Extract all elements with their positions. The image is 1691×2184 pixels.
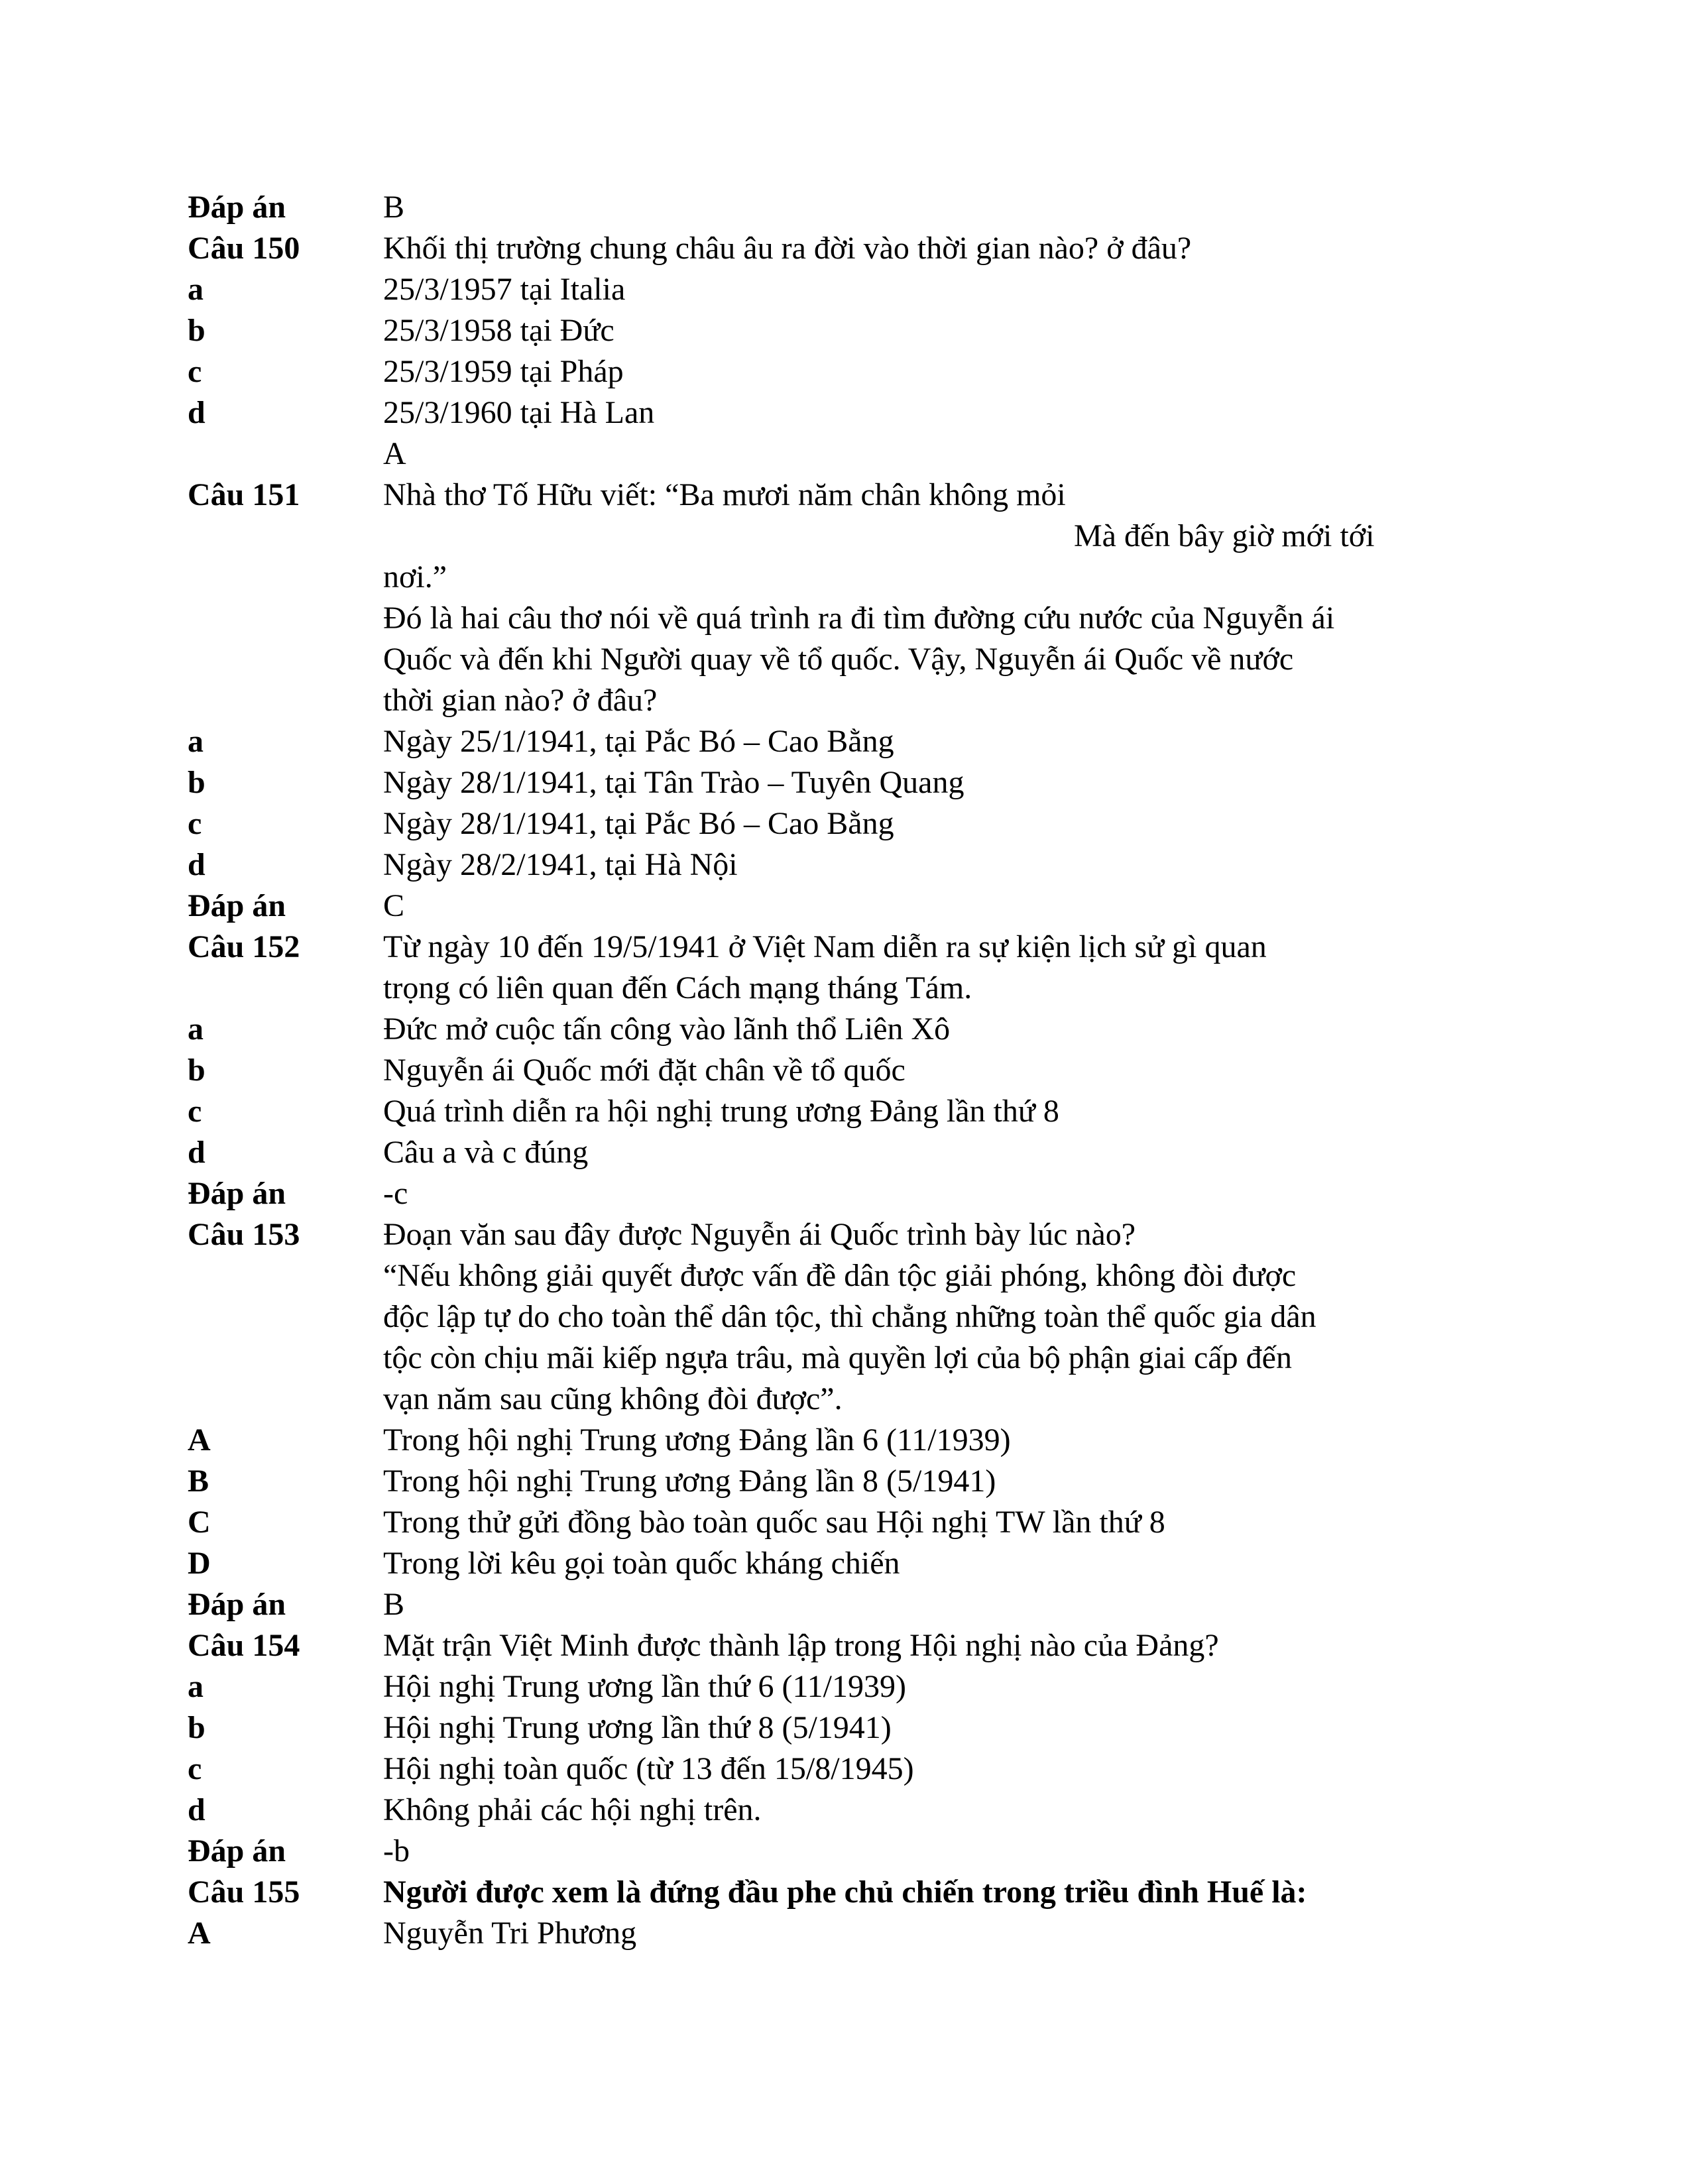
option-row	[0, 1091, 1691, 1132]
row-label: c	[188, 806, 202, 841]
row-text: Trong thử gửi đồng bào toàn quốc sau Hội nghị TW lần thứ 8	[383, 1505, 1165, 1540]
row-label: c	[188, 1751, 202, 1786]
option-row	[0, 1707, 1691, 1749]
row-label: Đáp án	[188, 1833, 286, 1868]
row-text: trọng có liên quan đến Cách mạng tháng Tám.	[383, 970, 972, 1006]
question-row	[0, 228, 1691, 269]
row-text: Từ ngày 10 đến 19/5/1941 ở Việt Nam diễn ra sự kiện lịch sử gì quan	[383, 929, 1267, 964]
verse-row	[0, 516, 1691, 557]
row-text: Ngày 25/1/1941, tại Pắc Bó – Cao Bằng	[383, 724, 894, 759]
row-text: C	[383, 888, 405, 923]
option-row	[0, 351, 1691, 392]
option-row	[0, 1913, 1691, 1954]
row-text: nơi.”	[383, 559, 447, 595]
row-label: c	[188, 1094, 202, 1129]
option-row	[0, 1749, 1691, 1790]
row-label: c	[188, 354, 202, 389]
answer-row	[0, 1173, 1691, 1214]
option-row	[0, 392, 1691, 433]
row-text: Trong hội nghị Trung ương Đảng lần 8 (5/1941)	[383, 1464, 996, 1499]
answer-row	[0, 886, 1691, 927]
row-text: Trong hội nghị Trung ương Đảng lần 6 (11/1939)	[383, 1422, 1011, 1458]
row-label: Đáp án	[188, 1587, 286, 1622]
row-text: Quốc và đến khi Người quay về tổ quốc. Vậy, Nguyễn ái Quốc về nước	[383, 642, 1294, 677]
row-text: tộc còn chịu mãi kiếp ngựa trâu, mà quyền lợi của bộ phận giai cấp đến	[383, 1340, 1292, 1375]
row-text: Ngày 28/1/1941, tại Tân Trào – Tuyên Quang	[383, 765, 964, 800]
question-line	[0, 557, 1691, 598]
question-row	[0, 1214, 1691, 1255]
row-label: a	[188, 724, 204, 759]
question-line	[0, 1379, 1691, 1420]
row-text: Khối thị trường chung châu âu ra đời vào thời gian nào? ở đâu?	[383, 231, 1192, 266]
option-row	[0, 803, 1691, 844]
option-row	[0, 1050, 1691, 1091]
row-text: Đức mở cuộc tấn công vào lãnh thổ Liên Xô	[383, 1011, 951, 1047]
answer-row	[0, 1831, 1691, 1872]
option-row	[0, 310, 1691, 351]
row-text: Câu a và c đúng	[383, 1135, 589, 1170]
row-label: B	[188, 1464, 209, 1499]
row-text: Quá trình diễn ra hội nghị trung ương Đảng lần thứ 8	[383, 1094, 1059, 1129]
row-text: Hội nghị Trung ương lần thứ 8 (5/1941)	[383, 1710, 892, 1745]
answer-row	[0, 433, 1691, 475]
row-text: Nguyễn ái Quốc mới đặt chân về tổ quốc	[383, 1053, 905, 1088]
question-line	[0, 1296, 1691, 1338]
row-label: d	[188, 395, 205, 430]
answer-row	[0, 1584, 1691, 1625]
row-text: Hội nghị Trung ương lần thứ 6 (11/1939)	[383, 1669, 906, 1704]
row-label: Đáp án	[188, 190, 286, 225]
row-text: Ngày 28/2/1941, tại Hà Nội	[383, 847, 738, 882]
row-text: độc lập tự do cho toàn thể dân tộc, thì chẳng những toàn thể quốc gia dân	[383, 1299, 1316, 1334]
option-row	[0, 269, 1691, 310]
question-line	[0, 1338, 1691, 1379]
row-text: A	[383, 436, 406, 471]
row-text: Mặt trận Việt Minh được thành lập trong Hội nghị nào của Đảng?	[383, 1628, 1219, 1663]
row-text: -c	[383, 1176, 408, 1211]
question-row	[0, 1625, 1691, 1666]
row-text: thời gian nào? ở đâu?	[383, 683, 658, 718]
row-label: b	[188, 765, 205, 800]
row-label: Câu 155	[188, 1874, 300, 1910]
option-row	[0, 1009, 1691, 1050]
row-text: “Nếu không giải quyết được vấn đề dân tộc giải phóng, không đòi được	[383, 1258, 1297, 1293]
row-label: Câu 154	[188, 1628, 300, 1663]
question-row	[0, 475, 1691, 516]
option-row	[0, 721, 1691, 762]
option-row	[0, 762, 1691, 803]
row-label: d	[188, 1792, 205, 1827]
row-label: d	[188, 1135, 205, 1170]
row-label: A	[188, 1422, 211, 1458]
row-text: -b	[383, 1833, 410, 1868]
row-label: a	[188, 1011, 204, 1047]
row-text: B	[383, 1587, 405, 1622]
row-label: Câu 153	[188, 1217, 300, 1252]
row-text: Đó là hai câu thơ nói về quá trình ra đi tìm đường cứu nước của Nguyễn ái	[383, 601, 1335, 636]
row-label: a	[188, 272, 204, 307]
row-label: D	[188, 1546, 211, 1581]
row-label: b	[188, 1710, 205, 1745]
row-label: C	[188, 1505, 211, 1540]
row-text: Nguyễn Tri Phương	[383, 1916, 637, 1951]
question-row	[0, 927, 1691, 968]
row-label: Câu 152	[188, 929, 300, 964]
option-row	[0, 1132, 1691, 1173]
row-label: A	[188, 1916, 211, 1951]
row-text: 25/3/1957 tại Italia	[383, 272, 626, 307]
option-row	[0, 1502, 1691, 1543]
row-label: d	[188, 847, 205, 882]
row-text: Người được xem là đứng đầu phe chủ chiến trong triều đình Huế là:	[383, 1874, 1307, 1910]
row-text: Nhà thơ Tố Hữu viết: “Ba mươi năm chân không mỏi	[383, 477, 1066, 512]
row-label: Câu 150	[188, 231, 300, 266]
option-row	[0, 1461, 1691, 1502]
question-line	[0, 598, 1691, 639]
row-text: Trong lời kêu gọi toàn quốc kháng chiến	[383, 1546, 900, 1581]
row-text: Ngày 28/1/1941, tại Pắc Bó – Cao Bằng	[383, 806, 894, 841]
option-row	[0, 1666, 1691, 1707]
row-text: 25/3/1958 tại Đức	[383, 313, 614, 348]
row-text: Đoạn văn sau đây được Nguyễn ái Quốc trình bày lúc nào?	[383, 1217, 1136, 1252]
question-line	[0, 1255, 1691, 1296]
row-label: a	[188, 1669, 204, 1704]
question-line	[0, 680, 1691, 721]
row-text: 25/3/1959 tại Pháp	[383, 354, 624, 389]
row-text: Không phải các hội nghị trên.	[383, 1792, 762, 1827]
row-text: Mà đến bây giờ mới tới	[1074, 518, 1375, 553]
answer-row	[0, 187, 1691, 228]
row-text: Hội nghị toàn quốc (từ 13 đến 15/8/1945)	[383, 1751, 914, 1786]
row-label: b	[188, 313, 205, 348]
question-line	[0, 639, 1691, 680]
row-label: Đáp án	[188, 1176, 286, 1211]
row-text: vạn năm sau cũng không đòi được”.	[383, 1381, 843, 1416]
option-row	[0, 1790, 1691, 1831]
option-row	[0, 1543, 1691, 1584]
row-text: 25/3/1960 tại Hà Lan	[383, 395, 655, 430]
question-row	[0, 1872, 1691, 1913]
row-label: Đáp án	[188, 888, 286, 923]
option-row	[0, 844, 1691, 886]
option-row	[0, 1420, 1691, 1461]
row-label: b	[188, 1053, 205, 1088]
question-line	[0, 968, 1691, 1009]
row-label: Câu 151	[188, 477, 300, 512]
row-text: B	[383, 190, 405, 225]
